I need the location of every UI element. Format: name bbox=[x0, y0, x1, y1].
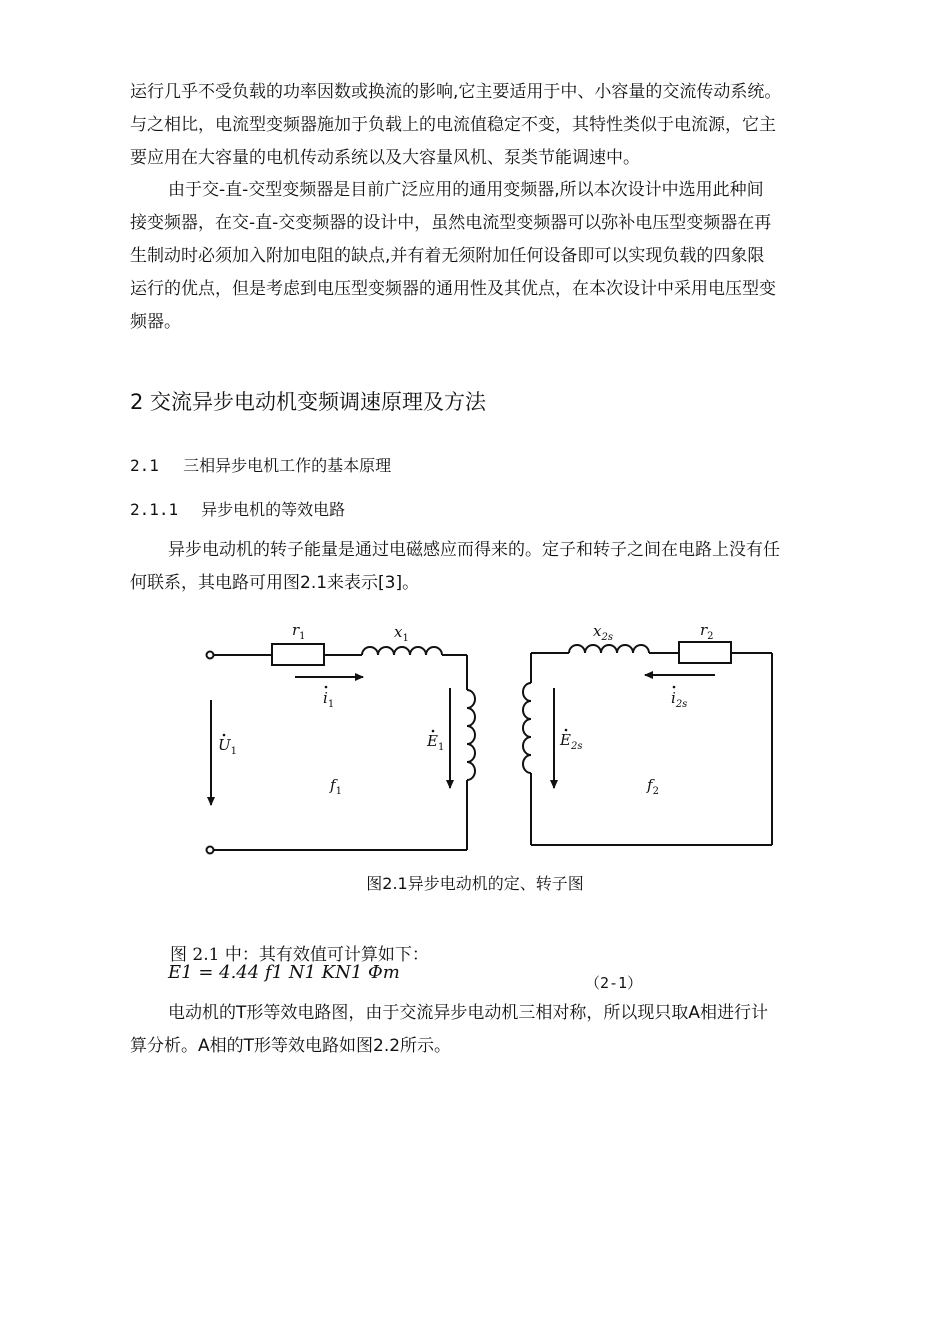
section-title: 三相异步电机工作的基本原理 bbox=[183, 456, 392, 475]
para2-line: 生制动时必须加入附加电阻的缺点,并有着无须附加任何设备即可以实现负载的四象限 bbox=[130, 246, 765, 266]
label-i1: $i_1$ bbox=[323, 689, 335, 710]
dot-e2s bbox=[565, 729, 568, 732]
paragraph-t-equivalent bbox=[130, 997, 852, 1063]
para4-line: 算分析。A相的T形等效电路如图2.2所示。 bbox=[130, 1036, 452, 1056]
equation-number: （2-1） bbox=[585, 974, 643, 992]
resistor-r1 bbox=[272, 644, 324, 665]
label-r1: $r_1$ bbox=[292, 621, 306, 642]
dot-i1 bbox=[325, 686, 328, 689]
para3-line: 异步电动机的转子能量是通过电磁感应而得来的。定子和转子之间在电路上没有任 bbox=[168, 540, 780, 560]
label-f1: $f_1$ bbox=[330, 776, 342, 797]
resistor-r2 bbox=[679, 642, 731, 663]
label-f2: $f_2$ bbox=[647, 776, 659, 797]
label-x2s: $x_{2s}$ bbox=[593, 622, 613, 643]
intro-line: 与之相比，电流型变频器施加于负载上的电流值稳定不变，其特性类似于电流源，它主 bbox=[130, 115, 776, 135]
equation-intro: 图 2.1 中：其有效值可计算如下： bbox=[170, 945, 429, 965]
label-e2s: $E_{2s}$ bbox=[560, 731, 583, 752]
inductor-x2s bbox=[569, 645, 649, 653]
dot-e1 bbox=[432, 730, 435, 733]
subsection-title: 异步电机的等效电路 bbox=[201, 500, 346, 519]
para2-line: 由于交-直-交型变频器是目前广泛应用的通用变频器,所以本次设计中选用此种间 bbox=[168, 180, 764, 200]
label-u1: $U_1$ bbox=[218, 736, 238, 757]
paragraph-rotor-energy bbox=[130, 534, 852, 600]
rotor-winding bbox=[523, 683, 531, 773]
inductor-x1 bbox=[362, 647, 442, 655]
section-heading bbox=[130, 453, 391, 476]
para2-line: 频器。 bbox=[130, 312, 181, 332]
intro-line: 运行几乎不受负载的功率因数或换流的影响,它主要适用于中、小容量的交流传动系统。 bbox=[130, 82, 782, 102]
paragraph-inverter-choice bbox=[130, 174, 852, 339]
diagram-labels bbox=[218, 621, 714, 797]
para2-line: 运行的优点，但是考虑到电压型变频器的通用性及其优点，在本次设计中采用电压型变 bbox=[130, 279, 776, 299]
stator-winding bbox=[467, 690, 475, 780]
subsection-heading bbox=[130, 497, 345, 520]
equation-formula bbox=[168, 962, 400, 983]
subsection-number: 2.1.1 bbox=[130, 500, 179, 519]
dot-u1 bbox=[223, 734, 226, 737]
formula-text: E1 = 4.44 f1 N1 KN1 Φm bbox=[168, 962, 400, 983]
label-e1: $E_1$ bbox=[427, 732, 445, 753]
label-i2s: $i_{2s}$ bbox=[671, 689, 688, 710]
dot-i2s bbox=[673, 686, 676, 689]
intro-line: 要应用在大容量的电机传动系统以及大容量风机、泵类节能调速中。 bbox=[130, 148, 640, 168]
terminal-top bbox=[207, 652, 214, 659]
para2-line: 接变频器，在交-直-交变频器的设计中，虽然电流型变频器可以弥补电压型变频器在再 bbox=[130, 213, 772, 233]
figure-caption: 图2.1异步电动机的定、转子图 bbox=[366, 874, 584, 893]
section-number: 2.1 bbox=[130, 456, 159, 475]
terminal-bottom bbox=[207, 847, 214, 854]
para4-line: 电动机的T形等效电路图，由于交流异步电动机三相对称，所以现只取A相进行计 bbox=[168, 1003, 769, 1023]
stator-rotor-circuit-diagram bbox=[195, 610, 795, 870]
intro-paragraph bbox=[130, 76, 852, 175]
chapter-title: 2 交流异步电动机变频调速原理及方法 bbox=[130, 390, 487, 414]
para3-line: 何联系，其电路可用图2.1来表示[3]。 bbox=[130, 573, 420, 593]
label-r2: $r_2$ bbox=[700, 621, 714, 642]
label-x1: $x_1$ bbox=[394, 623, 409, 644]
